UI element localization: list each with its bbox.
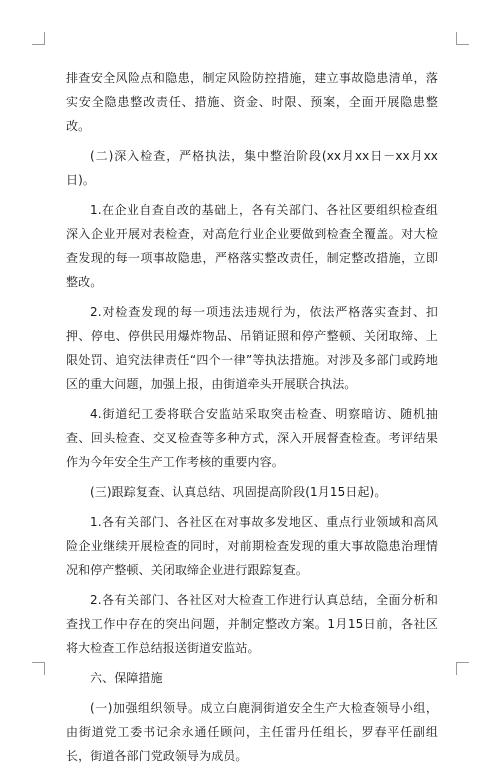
crop-mark-bottom-right xyxy=(456,662,469,675)
section-heading-2: (二)深入检查，严格执法，集中整治阶段(xx月xx日－xx月xx日)。 xyxy=(66,149,438,187)
paragraph-item-2-summary: 2.各有关部门、各社区对大检查工作进行认真总结，全面分析和查找工作中存在的突出问题，并制定整改方案。1月15日前，各社区将大检查工作总结报送街道安监站。 xyxy=(66,593,438,655)
paragraph-item-2: 2.对检查发现的每一项违法违规行为，依法严格落实查封、扣押、停电、停供民用爆炸物品、吊销证照和停产整顿、关闭取缔、上限处罚、追究法律责任“四个一律”等执法措施。对涉及多部门或跨地区的重大问题，加强上报，由街道牵头开展联合执法。 xyxy=(66,305,438,391)
paragraph-item-4: 4.街道纪工委将联合安监站采取突击检查、明察暗访、随机抽查、回头检查、交叉检查等多种方式，深入开展督查检查。考评结果作为今年安全生产工作考核的重要内容。 xyxy=(66,407,438,469)
crop-mark-top-left xyxy=(32,32,45,45)
chapter-heading-6: 六、保障措施 xyxy=(90,671,163,685)
crop-mark-top-right xyxy=(456,32,469,45)
section-heading-3: (三)跟踪复查、认真总结、巩固提高阶段(1月15日起)。 xyxy=(90,485,387,499)
document-body xyxy=(66,66,438,774)
crop-mark-bottom-left xyxy=(32,662,45,675)
paragraph-continuation: 排查安全风险点和隐患，制定风险防控措施，建立事故隐患清单，落实安全隐患整改责任、措施、资金、时限、预案，全面开展隐患整改。 xyxy=(66,71,438,133)
paragraph-item-1: 1.在企业自查自改的基础上，各有关部门、各社区要组织检查组深入企业开展对表检查，对高危行业企业要做到检查全覆盖。对大检查发现的每一项事故隐患，严格落实整改责任，制定整改措施，立即整改。 xyxy=(66,203,438,289)
paragraph-organization: (一)加强组织领导。成立白鹿洞街道安全生产大检查领导小组，由街道党工委书记余永通任顾问，主任雷丹任组长，罗春平任副组长，街道各部门党政领导为成员。 xyxy=(66,701,438,763)
paragraph-item-1-followup: 1.各有关部门、各社区在对事故多发地区、重点行业领域和高风险企业继续开展检查的同时，对前期检查发现的重大事故隐患治理情况和停产整顿、关闭取缔企业进行跟踪复查。 xyxy=(66,515,438,577)
